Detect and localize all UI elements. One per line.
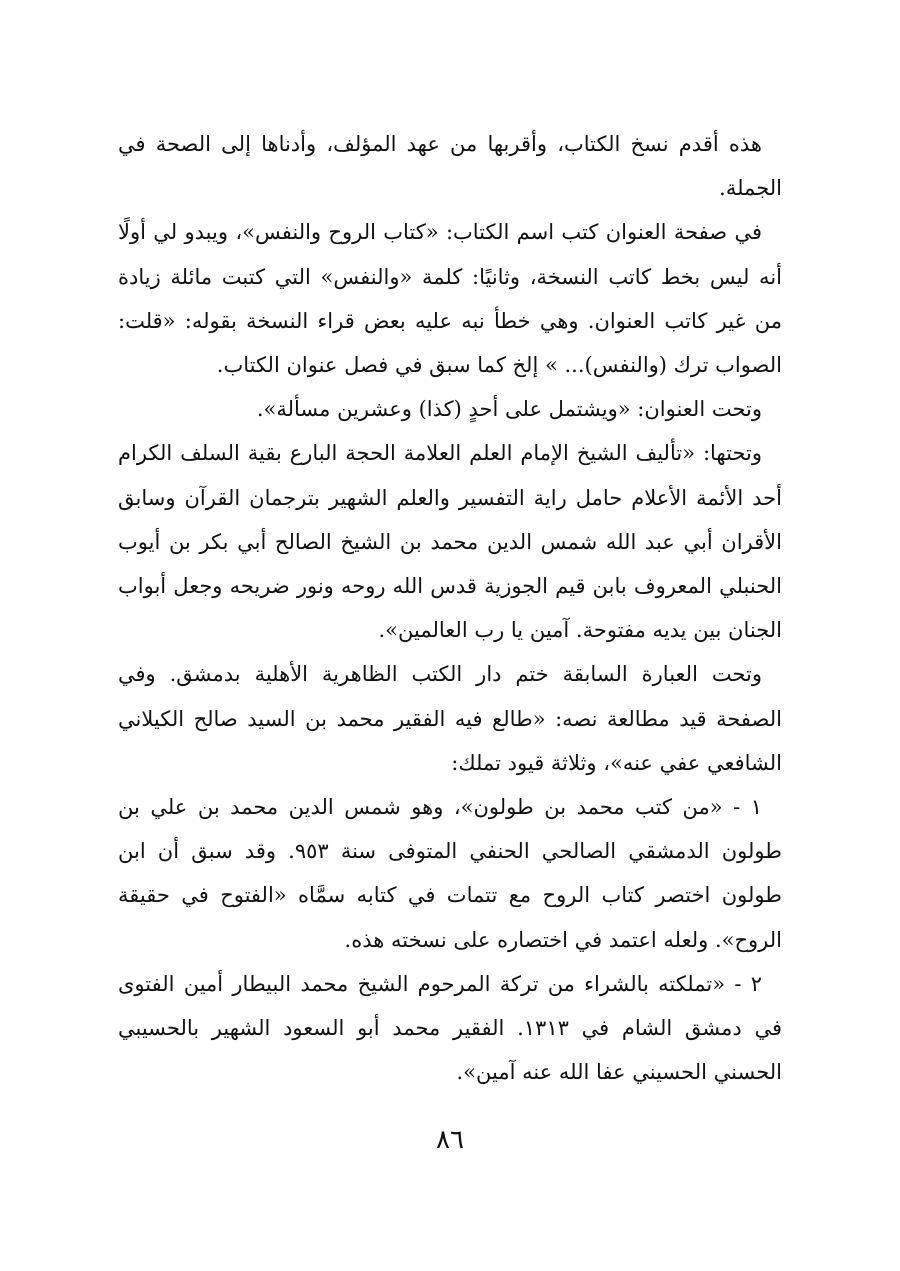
paragraph-7: ٢ - «تملكته بالشراء من تركة المرحوم الشيخ محمد البيطار أمين الفتوى في دمشق الشام في ١٣١٣. الفقير محمد أبو السعود الشهير بالحسيبي الحسني الحسيني عفا الله عنه آمين». — [118, 971, 782, 1085]
paragraph-1: هذه أقدم نسخ الكتاب، وأقربها من عهد المؤلف، وأدناها إلى الصحة في الجملة. — [118, 132, 782, 201]
paragraph-5: وتحت العبارة السابقة ختم دار الكتب الظاهرية الأهلية بدمشق. وفي الصفحة قيد مطالعة نصه: «طالع فيه الفقير محمد بن السيد صالح الكيلاني الشافعي عفي عنه»، وثلاثة قيود تملك: — [118, 662, 782, 775]
page-number: ٨٦ — [436, 1125, 464, 1155]
paragraph-2: في صفحة العنوان كتب اسم الكتاب: «كتاب الروح والنفس»، ويبدو لي أولًا أنه ليس بخط كاتب النسخة، وثانيًا: كلمة «والنفس» التي كتبت مائلة زيادة من غير كاتب العنوان. وهي خطأ نبه عليه بعض قراء النسخة بقوله: «قلت: الصواب ترك (والنفس)... » إلخ كما سبق في فصل عنوان الكتاب. — [118, 220, 782, 378]
document-body — [118, 122, 782, 1094]
paragraph-6: ١ - «من كتب محمد بن طولون»، وهو شمس الدين محمد بن علي بن طولون الدمشقي الصالحي الحنفي المتوفى سنة ٩٥٣. وقد سبق أن ابن طولون اختصر كتاب الروح مع تتمات في كتابه سمَّاه «الفتوح في حقيقة الروح». ولعله اعتمد في اختصاره على نسخته هذه. — [118, 795, 782, 952]
paragraph-3: وتحت العنوان: «ويشتمل على أحدٍ (كذا) وعشرين مسألة». — [256, 397, 762, 422]
paragraph-4: وتحتها: «تأليف الشيخ الإمام العلم العلامة الحجة البارع بقية السلف الكرام أحد الأئمة الأعلام حامل راية التفسير والعلم الشهير بترجمان القرآن وسابق الأقران أبي عبد الله شمس الدين محمد بن الشيخ الصالح أبي بكر بن أيوب الحنبلي المعروف بابن قيم الجوزية قدس الله روحه ونور ضريحه وجعل أبواب الجنان بين يديه مفتوحة. آمين يا رب العالمين». — [118, 441, 782, 643]
